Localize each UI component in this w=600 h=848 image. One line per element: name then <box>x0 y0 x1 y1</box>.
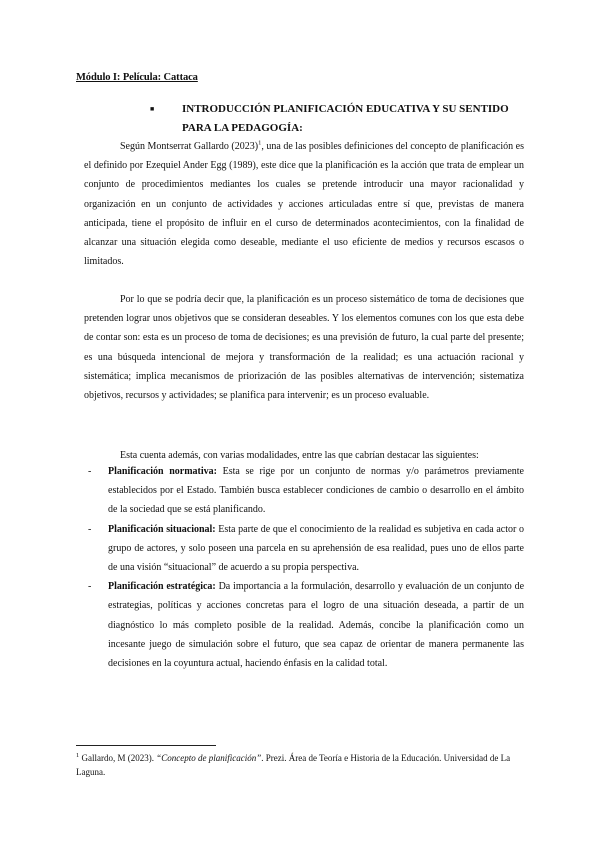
paragraph-definition-rest: , una de las posibles definiciones del concepto de planificación es el definido por Ezequiel Ander Egg (1989), este dice que la planificación es la acción que trata de emplear un conjunto de procedimientos mediantes los cuales se pretende introducir una mayor racionalidad y organización en un conjunto de actividades y acciones articuladas entre sí que, previstas de manera anticipada, tiene el propósito de influir en el curso de determinados acontecimientos, con la finalidad de alcanzar una situación elegida como deseable, mediante el uso eficiente de medios y recursos escasos o limitados. <box>84 141 524 268</box>
footnote <box>76 751 526 779</box>
paragraph-modalities-intro: Esta cuenta además, con varias modalidades, entre las que cabrían destacar las siguientes: <box>120 450 479 461</box>
list-item-term: Planificación situacional: <box>108 523 216 535</box>
list-item-text: Esta parte de que el conocimiento de la realidad es subjetiva en cada actor o grupo de actores, y solo poseen una parcela en su aprehensión de esa realidad, pues uno de ellos parte de una visión “situacional” de acuerdo a su propia perspectiva. <box>108 523 524 574</box>
square-bullet-icon: ■ <box>150 105 155 113</box>
footnote-work-title: “Concepto de planificación” <box>156 753 262 763</box>
list-item-term: Planificación normativa: <box>108 466 217 477</box>
paragraph-definition <box>84 137 524 271</box>
list-item-text: Da importancia a la formulación, desarrollo y evaluación de un conjunto de estrategias, políticas y acciones concretas para el logro de una situación deseada, a partir de un diagnóstico lo más completo posible de la realidad. Además, concibe la planificación como un incesante juego de simulación sobre el futuro, que sea capaz de orientar de manera permanente las decisiones en la coyuntura actual, haciendo énfasis en la calidad total. <box>108 581 525 670</box>
list-item <box>84 577 524 673</box>
footnote-separator <box>76 745 216 746</box>
dash-bullet: - <box>88 466 92 477</box>
footnote-reference[interactable]: 1 <box>258 139 262 147</box>
paragraph-definition-start: Según Montserrat Gallardo (2023) <box>120 141 259 152</box>
dash-bullet: - <box>88 581 92 593</box>
list-item <box>84 462 524 520</box>
footnote-author: Gallardo, M (2023). <box>79 753 157 763</box>
list-item-text: Esta se rige por un conjunto de normas y/o parámetros previamente establecidos por el Estado. También busca establecer condiciones de cambio o desarrollo en el ámbito de la sociedad que se está planificando. <box>108 466 524 516</box>
section-heading <box>150 100 530 138</box>
paragraph-elements: Por lo que se podría decir que, la planificación es un proceso sistemático de toma de decisiones que pretenden lograr unos objetivos que se consideran deseables. Y los elementos comunes con los que esta debe de contar son: esta es un proceso de toma de decisiones; es una previsión de futuro, la cual parte del presente; es una búsqueda intencional de mejora y transformación de la realidad; es una actuación racional y sistemática; implica mecanismos de priorización de las posibles alternativas de intervención; sistematiza objetivos, recursos y actividades; se planifica para intervenir; es un proceso evaluable. <box>84 294 524 402</box>
list-item <box>84 520 524 578</box>
list-item-term: Planificación estratégica: <box>108 581 216 593</box>
module-title: Módulo I: Película: Cattaca <box>76 72 198 83</box>
footnote-number: 1 <box>76 752 80 759</box>
modalities-list <box>84 462 524 673</box>
footnote-source: . Prezi. Área de Teoría e Historia de la Educación. Universidad de La Laguna. <box>76 753 511 777</box>
dash-bullet: - <box>88 523 92 535</box>
section-heading-text: INTRODUCCIÓN PLANIFICACIÓN EDUCATIVA Y SU SENTIDO PARA LA PEDAGOGÍA: <box>182 103 509 134</box>
